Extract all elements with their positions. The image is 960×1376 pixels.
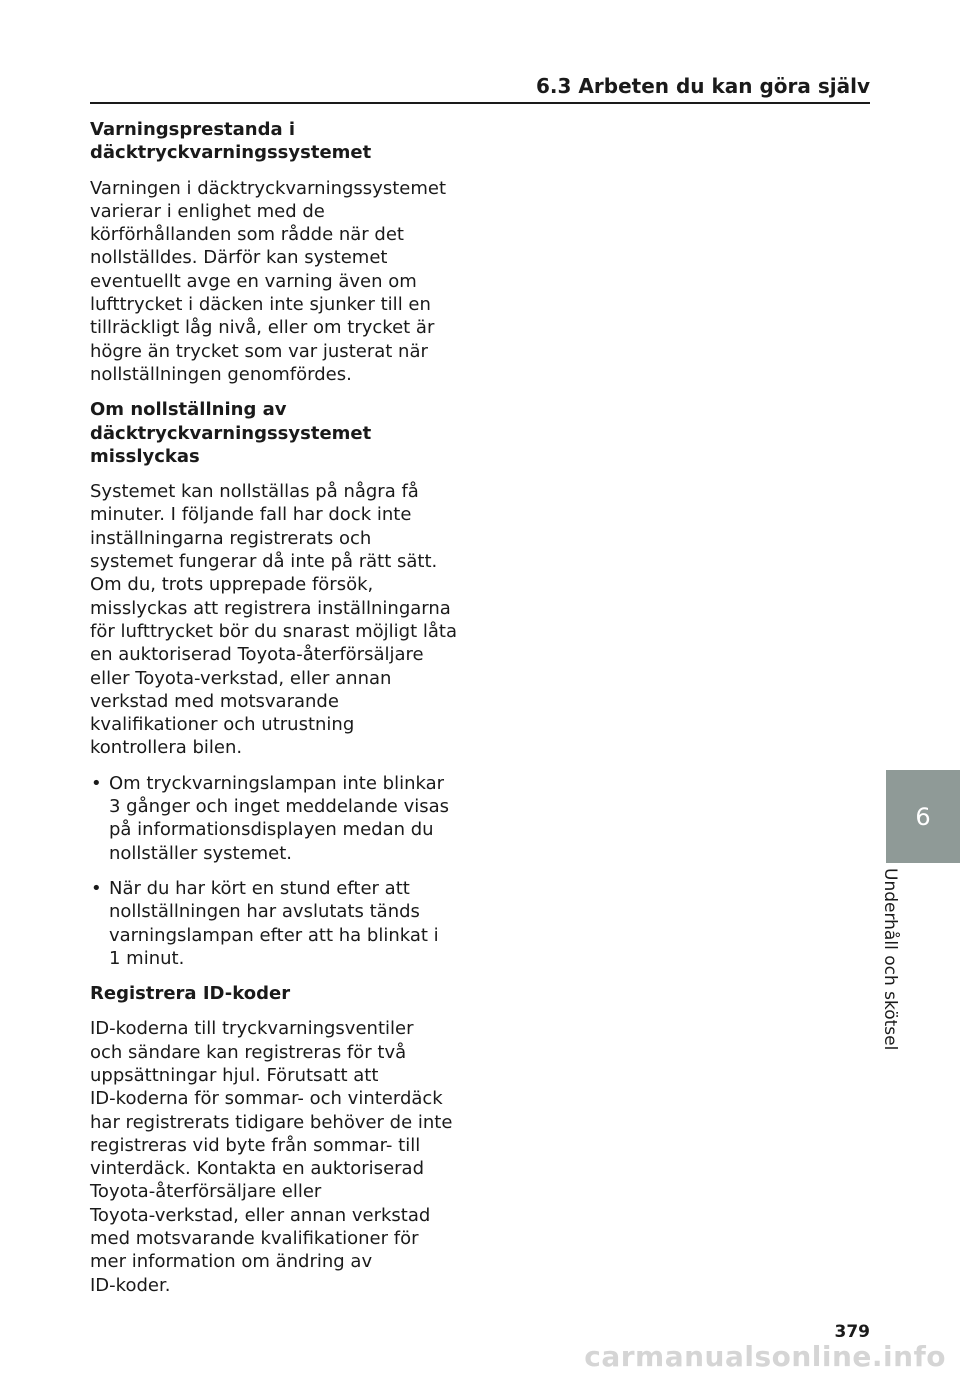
- paragraph-varningsprestanda: Varningen i däcktryckvarningssystemet varierar i enlighet med de körförhållanden som rådde när det nollställdes. Därför kan systemet eventuellt avge en varning även om lufttrycket i däcken inte sjunker till en tillräckligt låg nivå, eller om trycket är högre än trycket som var justerat när nollställningen genomfördes.: [90, 177, 447, 385]
- heading-nollstallning-misslyckas: Om nollställning av däcktryckvarningssystemet misslyckas: [90, 399, 372, 467]
- header-divider: [90, 102, 870, 104]
- bullet-list: [90, 772, 460, 970]
- list-item: • När du har kört en stund efter att nollställningen har avslutats tänds varningslampan efter att ha blinkat i 1 minut.: [90, 877, 460, 970]
- heading-varningsprestanda: Varningsprestanda i däcktryckvarningssystemet: [90, 119, 372, 164]
- list-item: • Om tryckvarningslampan inte blinkar 3 gånger och inget meddelande visas på informationsdisplayen medan du nollställer systemet.: [90, 772, 460, 865]
- chapter-label: Underhåll och skötsel: [880, 868, 900, 1051]
- section-header-title: 6.3 Arbeten du kan göra själv: [536, 74, 870, 98]
- main-content: [90, 118, 460, 1309]
- page-number: 379: [834, 1322, 870, 1342]
- paragraph-registrera-id-koder: ID-koderna till tryckvarningsventiler och sändare kan registreras för två uppsättningar hjul. Förutsatt att ID-koderna för sommar- och vinterdäck har registrerats tidigare behöver de inte registreras vid byte från sommar- till vinterdäck. Kontakta en auktoriserad Toyota-återförsäljare eller Toyota-verkstad, eller annan verkstad med motsvarande kvalifikationer för mer information om ändring av ID-koder.: [90, 1018, 453, 1296]
- chapter-tab: [886, 770, 960, 863]
- heading-registrera-id-koder: Registrera ID-koder: [90, 983, 291, 1005]
- watermark: carmanualsonline.info: [584, 1340, 946, 1373]
- chapter-number: 6: [915, 802, 931, 831]
- paragraph-nollstallning-misslyckas: Systemet kan nollställas på några få minuter. I följande fall har dock inte inställningarna registrerats och systemet fungerar då inte på rätt sätt. Om du, trots upprepade försök, misslyckas att registrera inställningarna för lufttrycket bör du snarast möjligt låta en auktoriserad Toyota-återförsäljare eller Toyota-verkstad, eller annan verkstad med motsvarande kvalifikationer och utrustning kontrollera bilen.: [90, 481, 457, 759]
